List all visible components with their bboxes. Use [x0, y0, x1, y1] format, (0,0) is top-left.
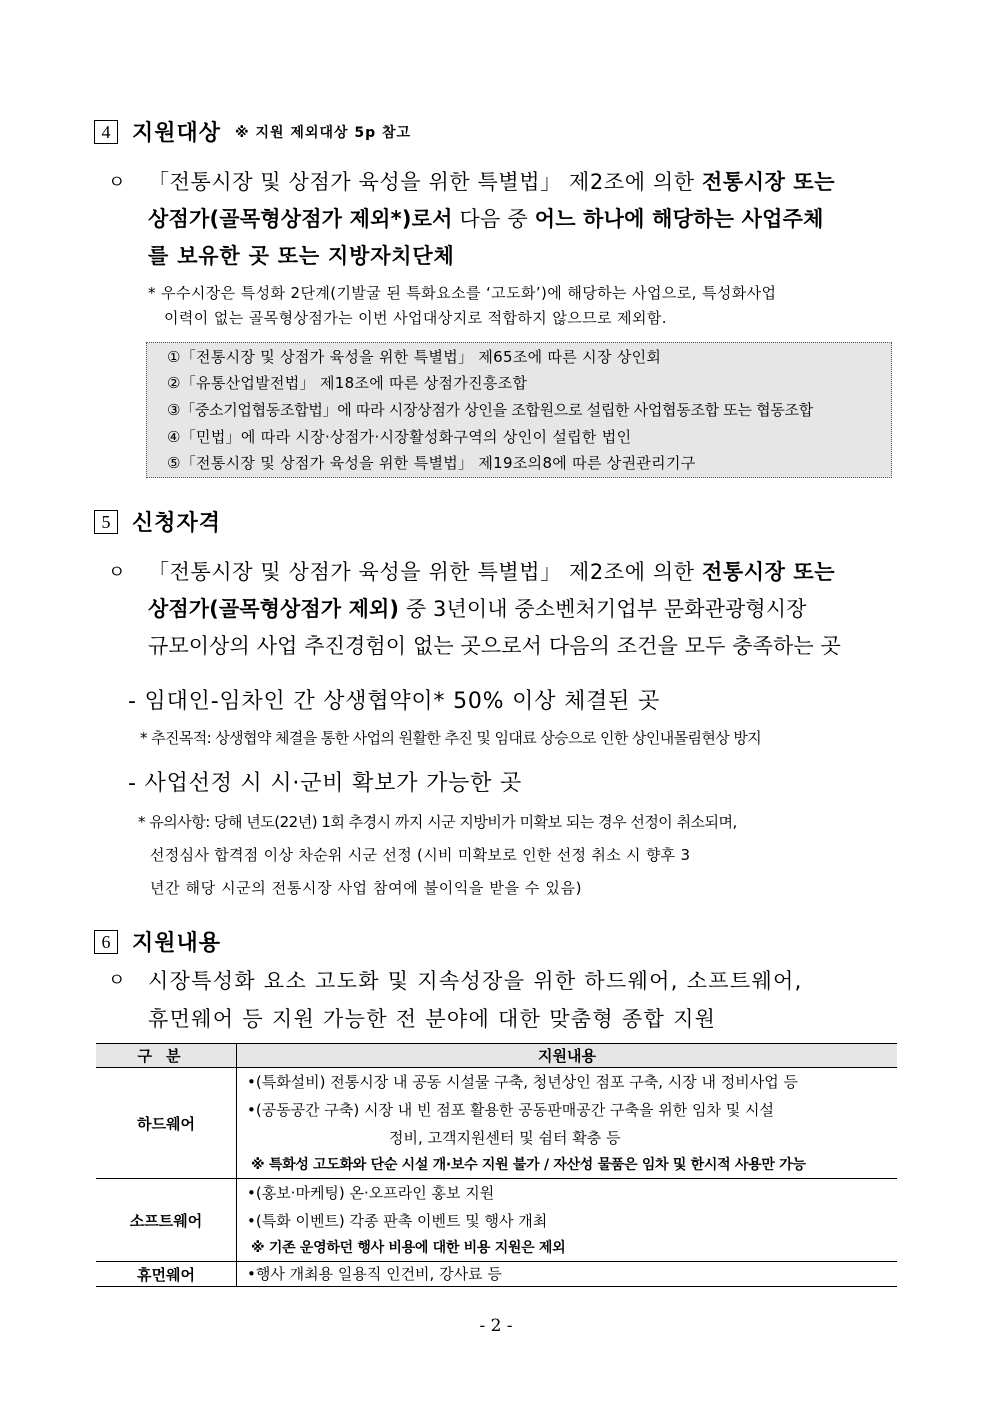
row-content — [237, 1179, 898, 1262]
section-number: 6 — [94, 930, 118, 954]
section-note: ※ 지원 제외대상 5p 참고 — [235, 124, 412, 141]
text-run: 규모이상의 사업 추진경험이 없는 곳으로서 다음의 조건을 모두 충족하는 곳 — [148, 634, 841, 658]
cell-text: •(홍보·마케팅) 온·오프라인 홍보 지원 — [247, 1184, 495, 1202]
footnote: 선정심사 합격점 이상 차순위 시군 선정 (시비 미확보로 인한 선정 취소 시 향후 3 — [150, 846, 691, 864]
section-6-header — [94, 926, 221, 957]
section-title: 신청자격 — [132, 511, 222, 536]
page-number: - 2 - — [479, 1316, 513, 1336]
bullet-icon: ㅇ — [108, 970, 126, 991]
text-run: 다음 중 — [452, 207, 535, 231]
bullet-text — [148, 554, 900, 665]
support-content-table — [96, 1043, 897, 1287]
footnote: * 추진목적: 상생협약 체결을 통한 사업의 원활한 추진 및 임대료 상승으로 인한 상인내몰림현상 방지 — [140, 729, 762, 747]
list-item: ③「중소기업협동조합법」에 따라 시장상점가 상인을 조합원으로 설립한 사업협동조합 또는 협동조합 — [167, 401, 813, 419]
text-run-bold: 전통시장 또는 — [701, 560, 836, 584]
text-run-bold: 상점가(골목형상점가 제외) — [148, 597, 400, 621]
footnote: * 유의사항: 당해 년도(22년) 1회 추경시 까지 시군 지방비가 미확보 되는 경우 선정이 취소되며, — [138, 813, 737, 831]
section-6-bullet — [108, 962, 900, 1042]
table-header-row — [96, 1044, 897, 1068]
bullet-text — [148, 962, 900, 1038]
cell-warning: ※ 기존 운영하던 행사 비용에 대한 비용 지원은 제외 — [251, 1240, 566, 1256]
row-label: 소프트웨어 — [96, 1179, 237, 1262]
row-label: 휴먼웨어 — [96, 1262, 237, 1287]
table-row-humanware — [96, 1262, 897, 1287]
text-run-bold: 를 보유한 곳 또는 지방자치단체 — [148, 244, 455, 268]
list-item: ⑤「전통시장 및 상점가 육성을 위한 특별법」 제19조의8에 따른 상권관리기구 — [167, 454, 696, 472]
cell-text: 정비, 고객지원센터 및 쉼터 확충 등 — [389, 1129, 621, 1147]
footnote: 이력이 없는 골목형상점가는 이번 사업대상지로 적합하지 않으므로 제외함. — [164, 309, 667, 327]
column-header: 구분 — [96, 1044, 237, 1068]
text-run: 「전통시장 및 상점가 육성을 위한 특별법」 제2조에 의한 — [148, 170, 702, 194]
text-run: 휴먼웨어 등 지원 가능한 전 분야에 대한 맞춤형 종합 지원 — [148, 1007, 717, 1031]
text-run: 중 3년이내 중소벤처기업부 문화관광형시장 — [399, 597, 807, 621]
bullet-text — [148, 164, 900, 275]
condition-1: - 임대인-임차인 간 상생협약이* 50% 이상 체결된 곳 — [128, 689, 661, 714]
cell-text: •(공동공간 구축) 시장 내 빈 점포 활용한 공동판매공간 구축을 위한 임차 및 시설 — [247, 1101, 774, 1119]
section-title: 지원내용 — [132, 931, 222, 956]
text-run: 시장특성화 요소 고도화 및 지속성장을 위한 하드웨어, 소프트웨어, — [148, 969, 803, 993]
section-number: 5 — [94, 510, 118, 534]
bullet-icon: ㅇ — [108, 562, 126, 583]
footnote: * 우수시장은 특성화 2단계(기발굴 된 특화요소를 ‘고도화’)에 해당하는 사업으로, 특성화사업 — [148, 284, 777, 302]
list-item: ①「전통시장 및 상점가 육성을 위한 특별법」 제65조에 따른 시장 상인회 — [167, 348, 662, 366]
column-header: 지원내용 — [237, 1044, 898, 1068]
list-item: ④「민법」에 따라 시장·상점가·시장활성화구역의 상인이 설립한 법인 — [167, 428, 632, 446]
condition-2: - 사업선정 시 시·군비 확보가 가능한 곳 — [128, 771, 523, 796]
row-content — [237, 1262, 898, 1287]
cell-text: •(특화 이벤트) 각종 판촉 이벤트 및 행사 개최 — [247, 1212, 548, 1230]
table-row-hardware — [96, 1068, 897, 1179]
section-title: 지원대상 — [132, 121, 222, 146]
list-item: ②「유통산업발전법」 제18조에 따른 상점가진흥조합 — [167, 374, 528, 392]
section-4-header — [94, 116, 411, 147]
section-5-bullet — [108, 554, 900, 666]
cell-text: •(특화설비) 전통시장 내 공동 시설물 구축, 청년상인 점포 구축, 시장 내 정비사업 등 — [247, 1073, 798, 1091]
section-5-header — [94, 506, 221, 537]
entity-list-box — [146, 342, 892, 478]
table-row-software — [96, 1179, 897, 1262]
text-run-bold: 전통시장 또는 — [701, 170, 836, 194]
cell-text: •행사 개최용 일용직 인건비, 강사료 등 — [247, 1265, 502, 1283]
section-4-bullet — [108, 164, 900, 276]
bullet-icon: ㅇ — [108, 172, 126, 193]
row-content — [237, 1068, 898, 1179]
cell-warning: ※ 특화성 고도화와 단순 시설 개·보수 지원 불가 / 자산성 물품은 임차 및 한시적 사용만 가능 — [251, 1157, 806, 1173]
text-run-bold: 상점가(골목형상점가 제외*)로서 — [148, 207, 453, 231]
text-run-bold: 어느 하나에 해당하는 사업주체 — [534, 207, 824, 231]
row-label: 하드웨어 — [96, 1068, 237, 1179]
text-run: 「전통시장 및 상점가 육성을 위한 특별법」 제2조에 의한 — [148, 560, 702, 584]
section-number: 4 — [94, 120, 118, 144]
footnote: 년간 해당 시군의 전통시장 사업 참여에 불이익을 받을 수 있음) — [150, 879, 583, 897]
